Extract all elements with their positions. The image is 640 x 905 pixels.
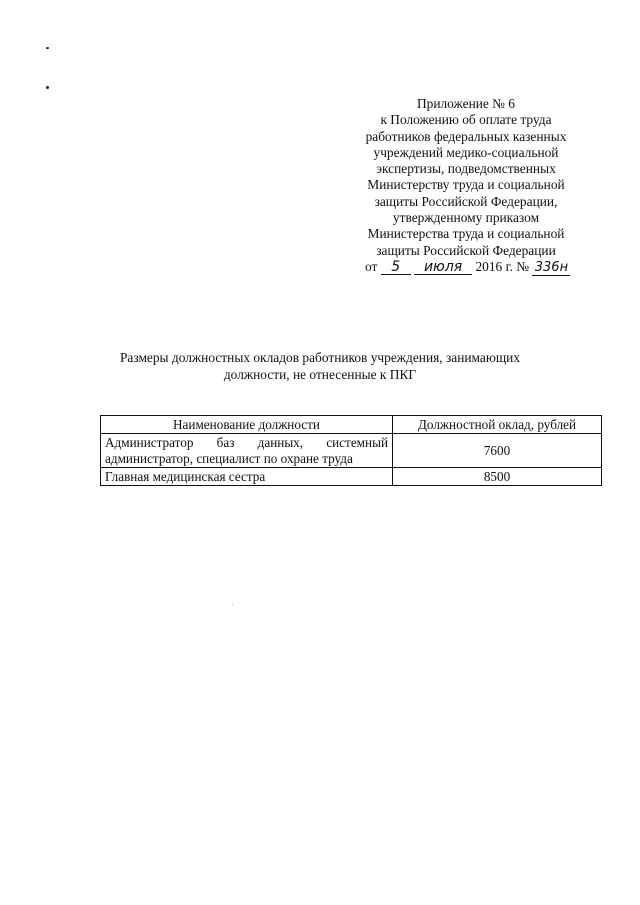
appendix-line: защиты Российской Федерации <box>376 242 556 258</box>
order-year: 2016 г. № <box>475 258 530 274</box>
appendix-line: учреждений медико-социальной <box>373 144 559 160</box>
title-line-1: Размеры должностных окладов работников учреждения, занимающих <box>119 350 521 365</box>
appendix-line: работников федеральных казенных <box>365 128 567 144</box>
scan-speck <box>232 604 233 605</box>
order-date-line <box>350 259 582 276</box>
appendix-line: Министерству труда и социальной <box>367 177 565 193</box>
appendix-line: Приложение № 6 <box>416 96 516 111</box>
order-prefix: от <box>365 258 378 274</box>
order-day-handwritten: 5 <box>381 260 411 275</box>
appendix-line: защиты Российской Федерации, <box>374 193 558 209</box>
salary-table <box>100 415 602 486</box>
cell-salary: 7600 <box>393 434 602 468</box>
appendix-approval-block <box>350 96 582 276</box>
cell-salary: 8500 <box>393 468 602 486</box>
appendix-line: к Положению об оплате труда <box>380 112 552 128</box>
order-number-handwritten: 336н <box>532 261 570 276</box>
scan-speck <box>46 86 49 89</box>
column-header-salary: Должностной оклад, рублей <box>393 416 602 434</box>
appendix-line: Министерства труда и социальной <box>367 226 565 242</box>
table-header-row <box>101 416 602 434</box>
order-month-handwritten: июля <box>414 260 472 275</box>
title-line-2: должности, не отнесенные к ПКГ <box>223 366 417 382</box>
document-title <box>80 350 560 383</box>
appendix-line: утвержденному приказом <box>392 210 540 226</box>
column-header-position: Наименование должности <box>101 416 393 434</box>
table-row <box>101 468 602 486</box>
cell-position: Главная медицинская сестра <box>101 468 393 486</box>
appendix-line: экспертизы, подведомственных <box>376 161 556 177</box>
table-row <box>101 434 602 468</box>
cell-position: Администратор баз данных, системный администратор, специалист по охране труда <box>101 434 393 468</box>
scan-speck <box>46 47 49 49</box>
